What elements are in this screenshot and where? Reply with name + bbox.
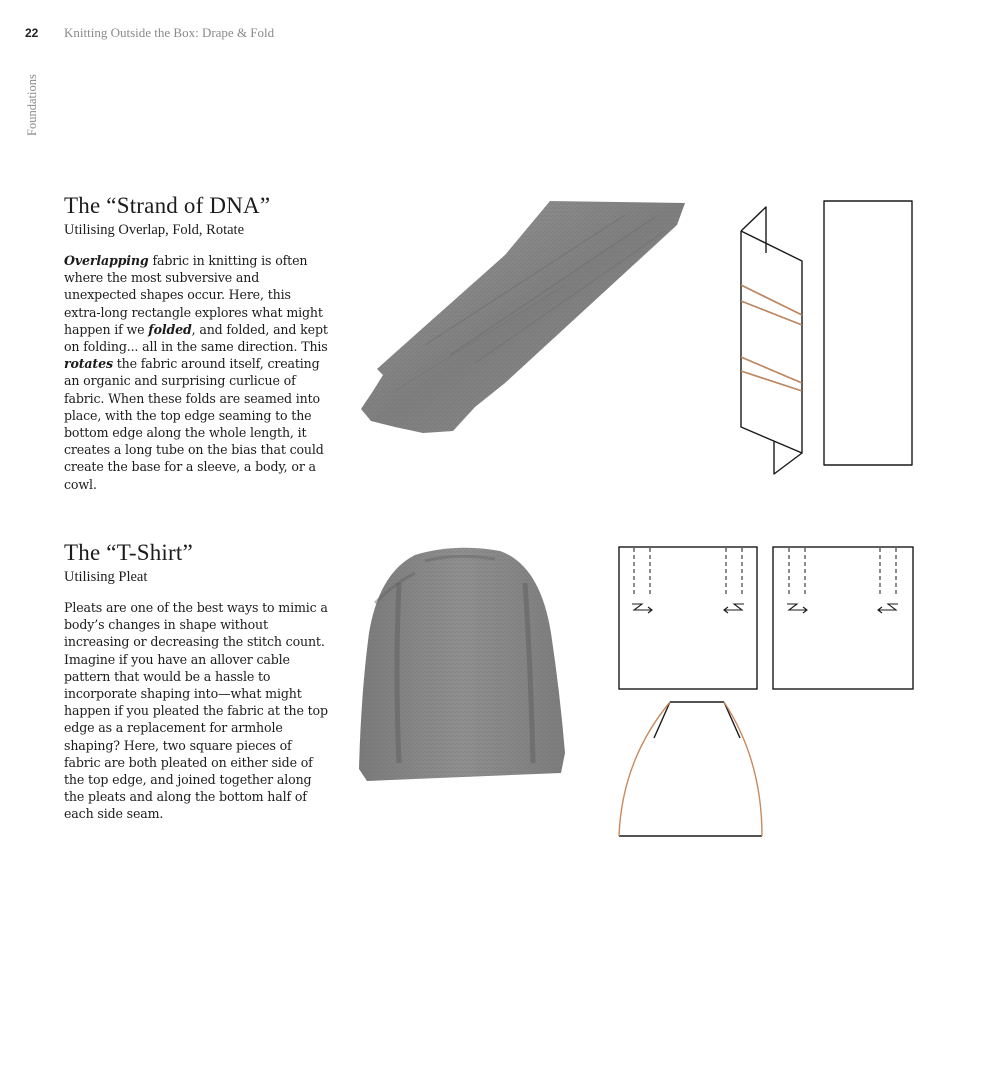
body-text-run: , and folded, and kept on folding... all in the same direction. This — [64, 321, 328, 355]
side-tab-section: Foundations — [25, 74, 39, 136]
tshirt-pleat-diagram — [612, 540, 922, 845]
emphasis-overlapping: Overlapping — [64, 253, 149, 268]
section-subtitle-tshirt: Utilising Pleat — [64, 569, 148, 585]
page-number: 22 — [25, 26, 39, 40]
emphasis-rotates: rotates — [64, 356, 113, 372]
knitted-tshirt-photo — [355, 543, 570, 783]
emphasis-folded: folded — [148, 321, 192, 337]
section-subtitle-dna: Utilising Overlap, Fold, Rotate — [64, 222, 245, 238]
knitted-strand-photo — [355, 195, 690, 435]
strand-fold-diagram — [735, 195, 920, 480]
running-head: Knitting Outside the Box: Drape & Fold — [64, 25, 275, 40]
body-text-run: the fabric around itself, creating an organic and surprising curlicue of fabric. When these folds are seamed into place, with the top edge seaming to the bottom edge along the whole length, it creates a long tube on the bias that could create the base for a sleeve, a body, or a cowl. — [64, 356, 324, 492]
section-title-dna: The “Strand of DNA” — [64, 193, 271, 218]
section-body-dna — [64, 252, 328, 493]
section-body-tshirt: Pleats are one of the best ways to mimic a body’s changes in shape without increasing or decreasing the stitch count. Imagine if you have an allover cable pattern that would be a hassle to incorporate shaping into—what might happen if you pleated the fabric at the top edge as a replacement for armhole shaping? Here, two square pieces of fabric are both pleated on either side of the top edge, and joined together along the pleats and along the bottom half of each side seam. — [64, 600, 328, 822]
body-text-run: fabric in knitting is often where the most subversive and unexpected shapes occur. Here, this extra-long rectangle explores what might happen if we — [64, 253, 323, 337]
section-title-tshirt: The “T-Shirt” — [64, 540, 193, 565]
